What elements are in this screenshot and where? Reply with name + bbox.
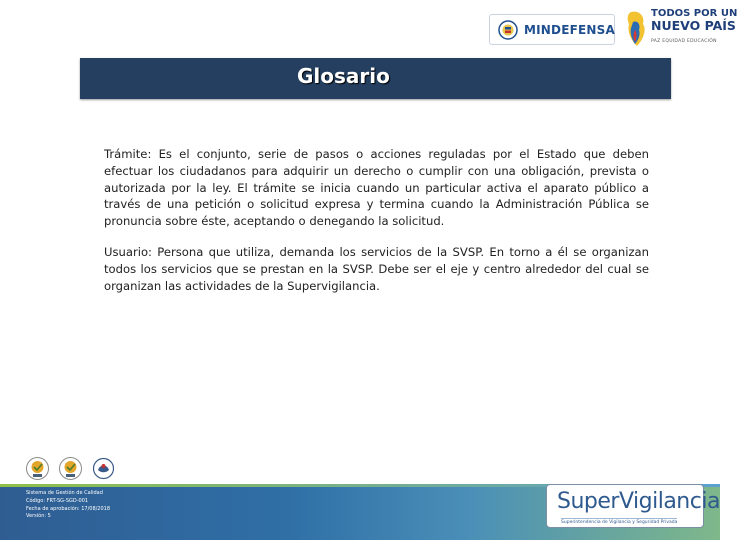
todos-logo-tagline: PAZ EQUIDAD EDUCACIÓN [651, 39, 717, 44]
todos-logo-wordmark [651, 8, 737, 32]
glossary-entry-tramite: Trámite: Es el conjunto, serie de pasos o acciones reguladas por el Estado que deben efectuar los ciudadanos para adquirir un derecho o cumplir con una obligación, prevista o autorizada por la ley. El trámite se inicia cuando un particular activa el aparato público a través de una petición o solicitud expresa y termina cuando la Administración Pública se pronuncia sobre éste, aceptando o denegando la solicitud. [104, 147, 649, 229]
mindefensa-logo-text: MINDEFENSA [524, 22, 615, 37]
glossary-content [104, 146, 649, 308]
colombia-map-icon [625, 10, 649, 48]
todos-logo-line2: NUEVO PAÍS [651, 18, 736, 33]
todos-por-un-nuevo-pais-logo [625, 8, 737, 50]
footer-quality-notes [26, 490, 110, 521]
page-title: Glosario [297, 64, 390, 88]
footer-note-line: Código: FRT-SG-SGD-001 [26, 497, 89, 504]
supervigilancia-logo-text: SuperVigilancia [557, 489, 720, 514]
institutional-emblem-icon [91, 456, 116, 481]
todos-logo-line1: TODOS POR UN [651, 8, 737, 19]
colombia-seal-icon [498, 20, 518, 40]
certification-badge-icon [25, 456, 50, 481]
certification-badges [25, 456, 116, 481]
certification-badge-icon [58, 456, 83, 481]
footer-note-line: Versión: 5 [26, 513, 51, 520]
glossary-entry-usuario: Usuario: Persona que utiliza, demanda los servicios de la SVSP. En torno a él se organizan todos los servicios que se prestan en la SVSP. Debe ser el eje y centro alrededor del cual se organizan las actividades de la Supervigilancia. [104, 244, 649, 293]
mindefensa-logo [489, 14, 615, 45]
supervigilancia-logo [546, 484, 720, 528]
supervigilancia-logo-subtitle: Superintendencia de Vigilancia y Seguridad Privada [561, 520, 678, 525]
footer-note-line: Sistema de Gestión de Calidad [26, 490, 103, 496]
footer-note-line: Fecha de aprobación: 17/08/2018 [26, 505, 111, 512]
